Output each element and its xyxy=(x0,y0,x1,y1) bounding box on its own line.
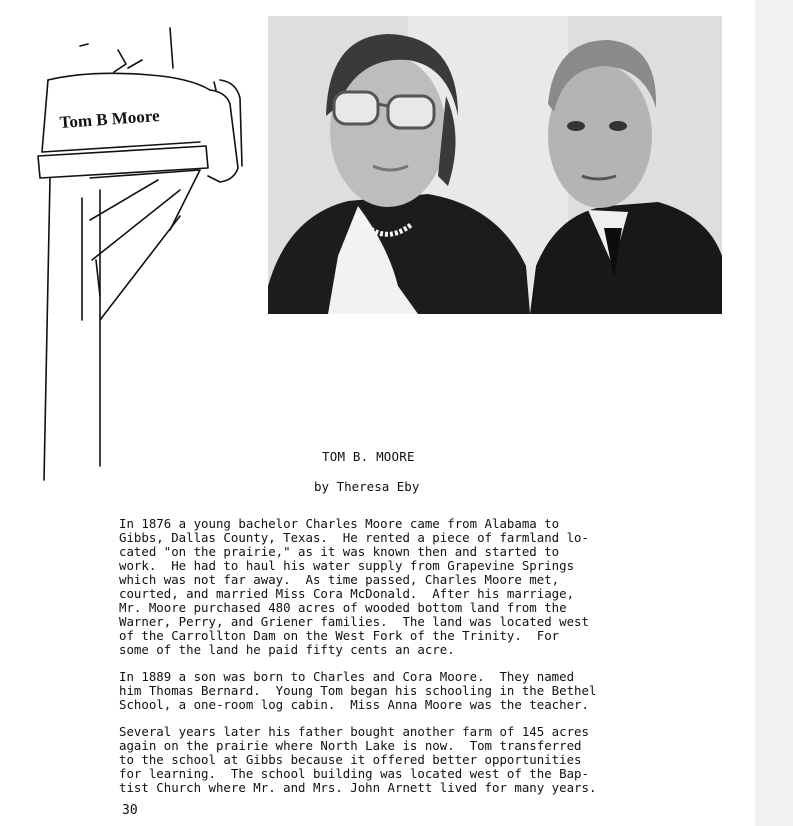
text-line: tist Church where Mr. and Mrs. John Arnett lived for many years. xyxy=(119,780,597,795)
text-line: courted, and married Miss Cora McDonald. After his marriage, xyxy=(119,586,575,601)
article-title: TOM B. MOORE xyxy=(322,449,415,464)
text-line: which was not far away. As time passed, Charles Moore met, xyxy=(119,572,560,587)
text-line: In 1876 a young bachelor Charles Moore came from Alabama to xyxy=(119,516,560,531)
page-number: 30 xyxy=(122,803,138,818)
text-line: him Thomas Bernard. Young Tom began his schooling in the Bethel xyxy=(119,683,597,698)
text-line: Mr. Moore purchased 480 acres of wooded bottom land from the xyxy=(119,600,567,615)
text-line: again on the prairie where North Lake is now. Tom transferred xyxy=(119,738,582,753)
paragraph xyxy=(119,517,679,657)
text-line: to the school at Gibbs because it offered better opportunities xyxy=(119,752,582,767)
text-line: work. He had to haul his water supply from Grapevine Springs xyxy=(119,558,575,573)
text-line: Warner, Perry, and Griener families. The land was located west xyxy=(119,614,589,629)
portrait-photo xyxy=(268,16,722,314)
text-line: Gibbs, Dallas County, Texas. He rented a piece of farmland lo- xyxy=(119,530,589,545)
paragraph xyxy=(119,725,679,795)
text-line: School, a one-room log cabin. Miss Anna Moore was the teacher. xyxy=(119,697,589,712)
text-line: of the Carrollton Dam on the West Fork of the Trinity. For xyxy=(119,628,560,643)
article-body xyxy=(119,517,679,808)
mailbox-illustration xyxy=(30,20,250,490)
text-line: cated "on the prairie," as it was known then and started to xyxy=(119,544,560,559)
text-line: Several years later his father bought another farm of 145 acres xyxy=(119,724,589,739)
paragraph xyxy=(119,670,679,712)
article-byline: by Theresa Eby xyxy=(314,479,420,494)
text-line: some of the land he paid fifty cents an acre. xyxy=(119,642,455,657)
mailbox-drawing xyxy=(30,20,250,490)
text-line: In 1889 a son was born to Charles and Cora Moore. They named xyxy=(119,669,575,684)
page-edge-shadow xyxy=(755,0,793,826)
mailbox-label: Tom B Moore xyxy=(58,106,161,132)
text-line: for learning. The school building was located west of the Bap- xyxy=(119,766,589,781)
